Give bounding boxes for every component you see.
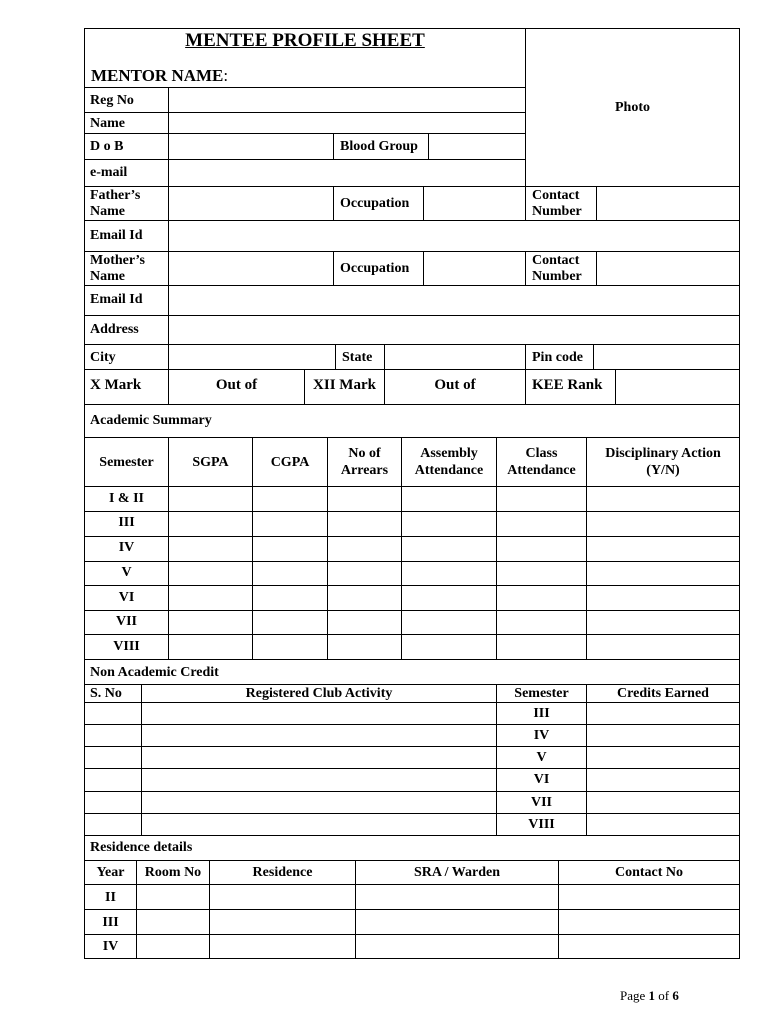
non-academic-credit-title: Non Academic Credit [90,665,219,680]
mother-email-id-label: Email Id [90,292,143,307]
page-title: MENTEE PROFILE SHEET [185,30,425,51]
father-contact-label-2: Number [532,204,582,219]
col-club-activity: Registered Club Activity [245,686,393,701]
year-cell: IV [102,939,119,954]
xii-mark-label: XII Mark [313,377,376,393]
semester-cell: I & II [108,491,144,506]
xii-out-of-label: Out of [434,377,476,393]
father-contact-label-1: Contact [532,188,580,203]
na-semester-cell: VI [533,772,550,787]
mother-contact-label-1: Contact [532,253,580,268]
col-assembly-1: Assembly [420,446,478,461]
kee-rank-label: KEE Rank [532,377,603,393]
mother-contact-label-2: Number [532,269,582,284]
dob-label: D o B [90,139,124,154]
col-residence: Residence [252,865,313,880]
na-semester-cell: VII [530,795,552,810]
na-semester-cell: VIII [528,817,555,832]
semester-cell: VI [118,590,135,605]
state-label: State [342,350,373,365]
col-cgpa: CGPA [270,455,310,470]
col-sra-warden: SRA / Warden [413,865,501,880]
col-disciplinary-2: (Y/N) [646,463,680,478]
col-class-1: Class [525,446,558,461]
col-sno: S. No [90,686,122,701]
fathers-name-label-2: Name [90,204,125,219]
semester-cell: IV [118,540,135,555]
email-label: e-mail [90,165,128,180]
academic-summary-title: Academic Summary [90,413,212,428]
semester-cell: VIII [113,639,140,654]
x-mark-label: X Mark [90,377,142,393]
city-label: City [90,350,116,365]
father-email-id-label: Email Id [90,228,143,243]
col-credits-earned: Credits Earned [617,686,709,701]
semester-cell: V [121,565,132,580]
fathers-name-label-1: Father’s [90,188,141,203]
mothers-name-label-1: Mother’s [90,253,145,268]
x-out-of-label: Out of [215,377,258,393]
name-label: Name [90,116,125,131]
col-assembly-2: Attendance [414,463,484,478]
year-cell: III [102,915,119,930]
na-semester-cell: V [536,750,547,765]
col-room-no: Room No [144,865,202,880]
address-label: Address [90,322,139,337]
col-na-semester: Semester [514,686,569,701]
col-arrears-1: No of [348,446,381,461]
col-semester: Semester [99,455,154,470]
na-semester-cell: III [533,706,550,721]
col-class-2: Attendance [507,463,576,478]
year-cell: II [105,890,116,905]
mentor-name-label: MENTOR NAME: [91,66,229,85]
page-number: Page 1 of 6 [620,988,679,1003]
residence-details-title: Residence details [90,840,193,855]
mothers-name-label-2: Name [90,269,125,284]
father-occupation-label: Occupation [340,196,410,211]
col-year: Year [96,865,125,880]
col-contact-no: Contact No [614,865,684,880]
col-disciplinary-1: Disciplinary Action [605,446,721,461]
photo-label: Photo [615,100,650,115]
na-semester-cell: IV [533,728,550,743]
semester-cell: VII [115,614,137,629]
reg-no-label: Reg No [90,93,134,108]
col-sgpa: SGPA [192,455,229,470]
semester-cell: III [118,515,135,530]
col-arrears-2: Arrears [340,463,389,478]
pin-code-label: Pin code [532,350,583,365]
mother-occupation-label: Occupation [340,261,410,276]
blood-group-label: Blood Group [340,139,418,154]
